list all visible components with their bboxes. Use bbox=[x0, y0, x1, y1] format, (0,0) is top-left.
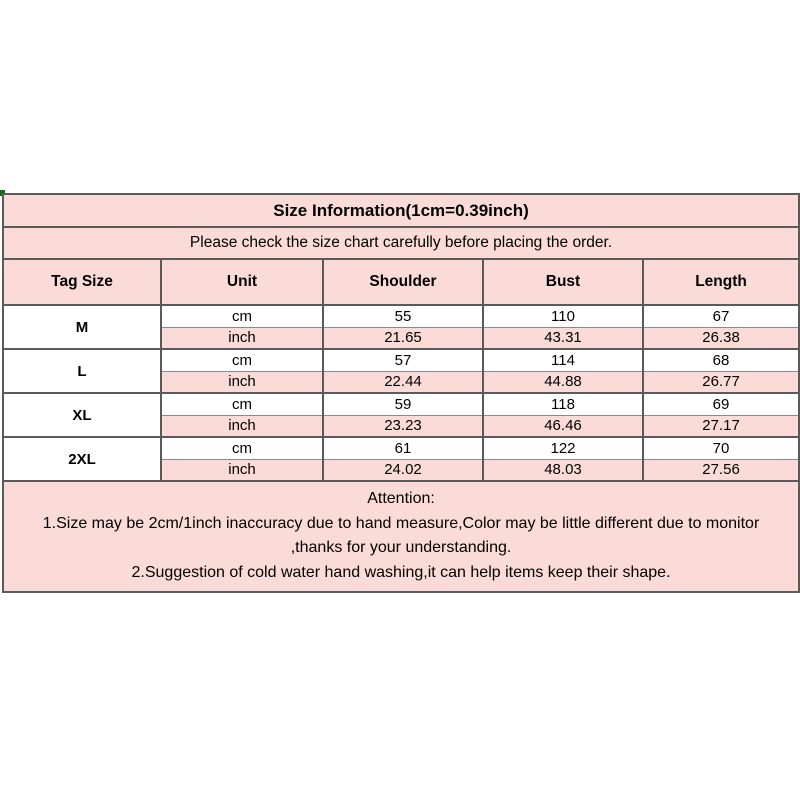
shoulder-value: 23.23 bbox=[323, 415, 483, 437]
chart-subtitle: Please check the size chart carefully before placing the order. bbox=[3, 227, 799, 259]
unit-cell: cm bbox=[161, 349, 323, 371]
table-row-xl-cm bbox=[3, 393, 799, 415]
shoulder-value: 61 bbox=[323, 437, 483, 459]
chart-title: Size Information(1cm=0.39inch) bbox=[3, 194, 799, 227]
bust-value: 43.31 bbox=[483, 327, 643, 349]
col-header-shoulder: Shoulder bbox=[323, 259, 483, 305]
attention-line: ,thanks for your understanding. bbox=[290, 539, 512, 556]
length-value: 67 bbox=[643, 305, 799, 327]
length-value: 26.77 bbox=[643, 371, 799, 393]
length-value: 68 bbox=[643, 349, 799, 371]
bust-value: 110 bbox=[483, 305, 643, 327]
bust-value: 122 bbox=[483, 437, 643, 459]
unit-cell: inch bbox=[161, 415, 323, 437]
attention-heading: Attention: bbox=[367, 490, 435, 507]
attention-line: 1.Size may be 2cm/1inch inaccuracy due to hand measure,Color may be little different due to monitor bbox=[42, 514, 760, 532]
col-header-bust: Bust bbox=[483, 259, 643, 305]
bust-value: 48.03 bbox=[483, 459, 643, 481]
shoulder-value: 24.02 bbox=[323, 459, 483, 481]
size-chart-table bbox=[2, 193, 800, 593]
col-header-unit: Unit bbox=[161, 259, 323, 305]
bust-value: 44.88 bbox=[483, 371, 643, 393]
subtitle-row bbox=[3, 227, 799, 259]
tag-size-l: L bbox=[3, 349, 161, 393]
bust-value: 114 bbox=[483, 349, 643, 371]
length-value: 27.17 bbox=[643, 415, 799, 437]
title-row bbox=[3, 194, 799, 227]
length-value: 69 bbox=[643, 393, 799, 415]
attention-note bbox=[3, 481, 799, 592]
tag-size-xl: XL bbox=[3, 393, 161, 437]
unit-cell: cm bbox=[161, 393, 323, 415]
shoulder-value: 22.44 bbox=[323, 371, 483, 393]
table-row-l-cm bbox=[3, 349, 799, 371]
unit-cell: cm bbox=[161, 305, 323, 327]
table-row-m-cm bbox=[3, 305, 799, 327]
shoulder-value: 55 bbox=[323, 305, 483, 327]
shoulder-value: 59 bbox=[323, 393, 483, 415]
length-value: 70 bbox=[643, 437, 799, 459]
shoulder-value: 57 bbox=[323, 349, 483, 371]
unit-cell: inch bbox=[161, 327, 323, 349]
table-row-2xl-cm bbox=[3, 437, 799, 459]
bust-value: 46.46 bbox=[483, 415, 643, 437]
unit-cell: inch bbox=[161, 459, 323, 481]
unit-cell: inch bbox=[161, 371, 323, 393]
table-header-row bbox=[3, 259, 799, 305]
tag-size-2xl: 2XL bbox=[3, 437, 161, 481]
bust-value: 118 bbox=[483, 393, 643, 415]
attention-line: 2.Suggestion of cold water hand washing,it can help items keep their shape. bbox=[131, 563, 671, 581]
attention-row bbox=[3, 481, 799, 592]
length-value: 26.38 bbox=[643, 327, 799, 349]
tag-size-m: M bbox=[3, 305, 161, 349]
unit-cell: cm bbox=[161, 437, 323, 459]
col-header-tag-size: Tag Size bbox=[3, 259, 161, 305]
col-header-length: Length bbox=[643, 259, 799, 305]
length-value: 27.56 bbox=[643, 459, 799, 481]
shoulder-value: 21.65 bbox=[323, 327, 483, 349]
